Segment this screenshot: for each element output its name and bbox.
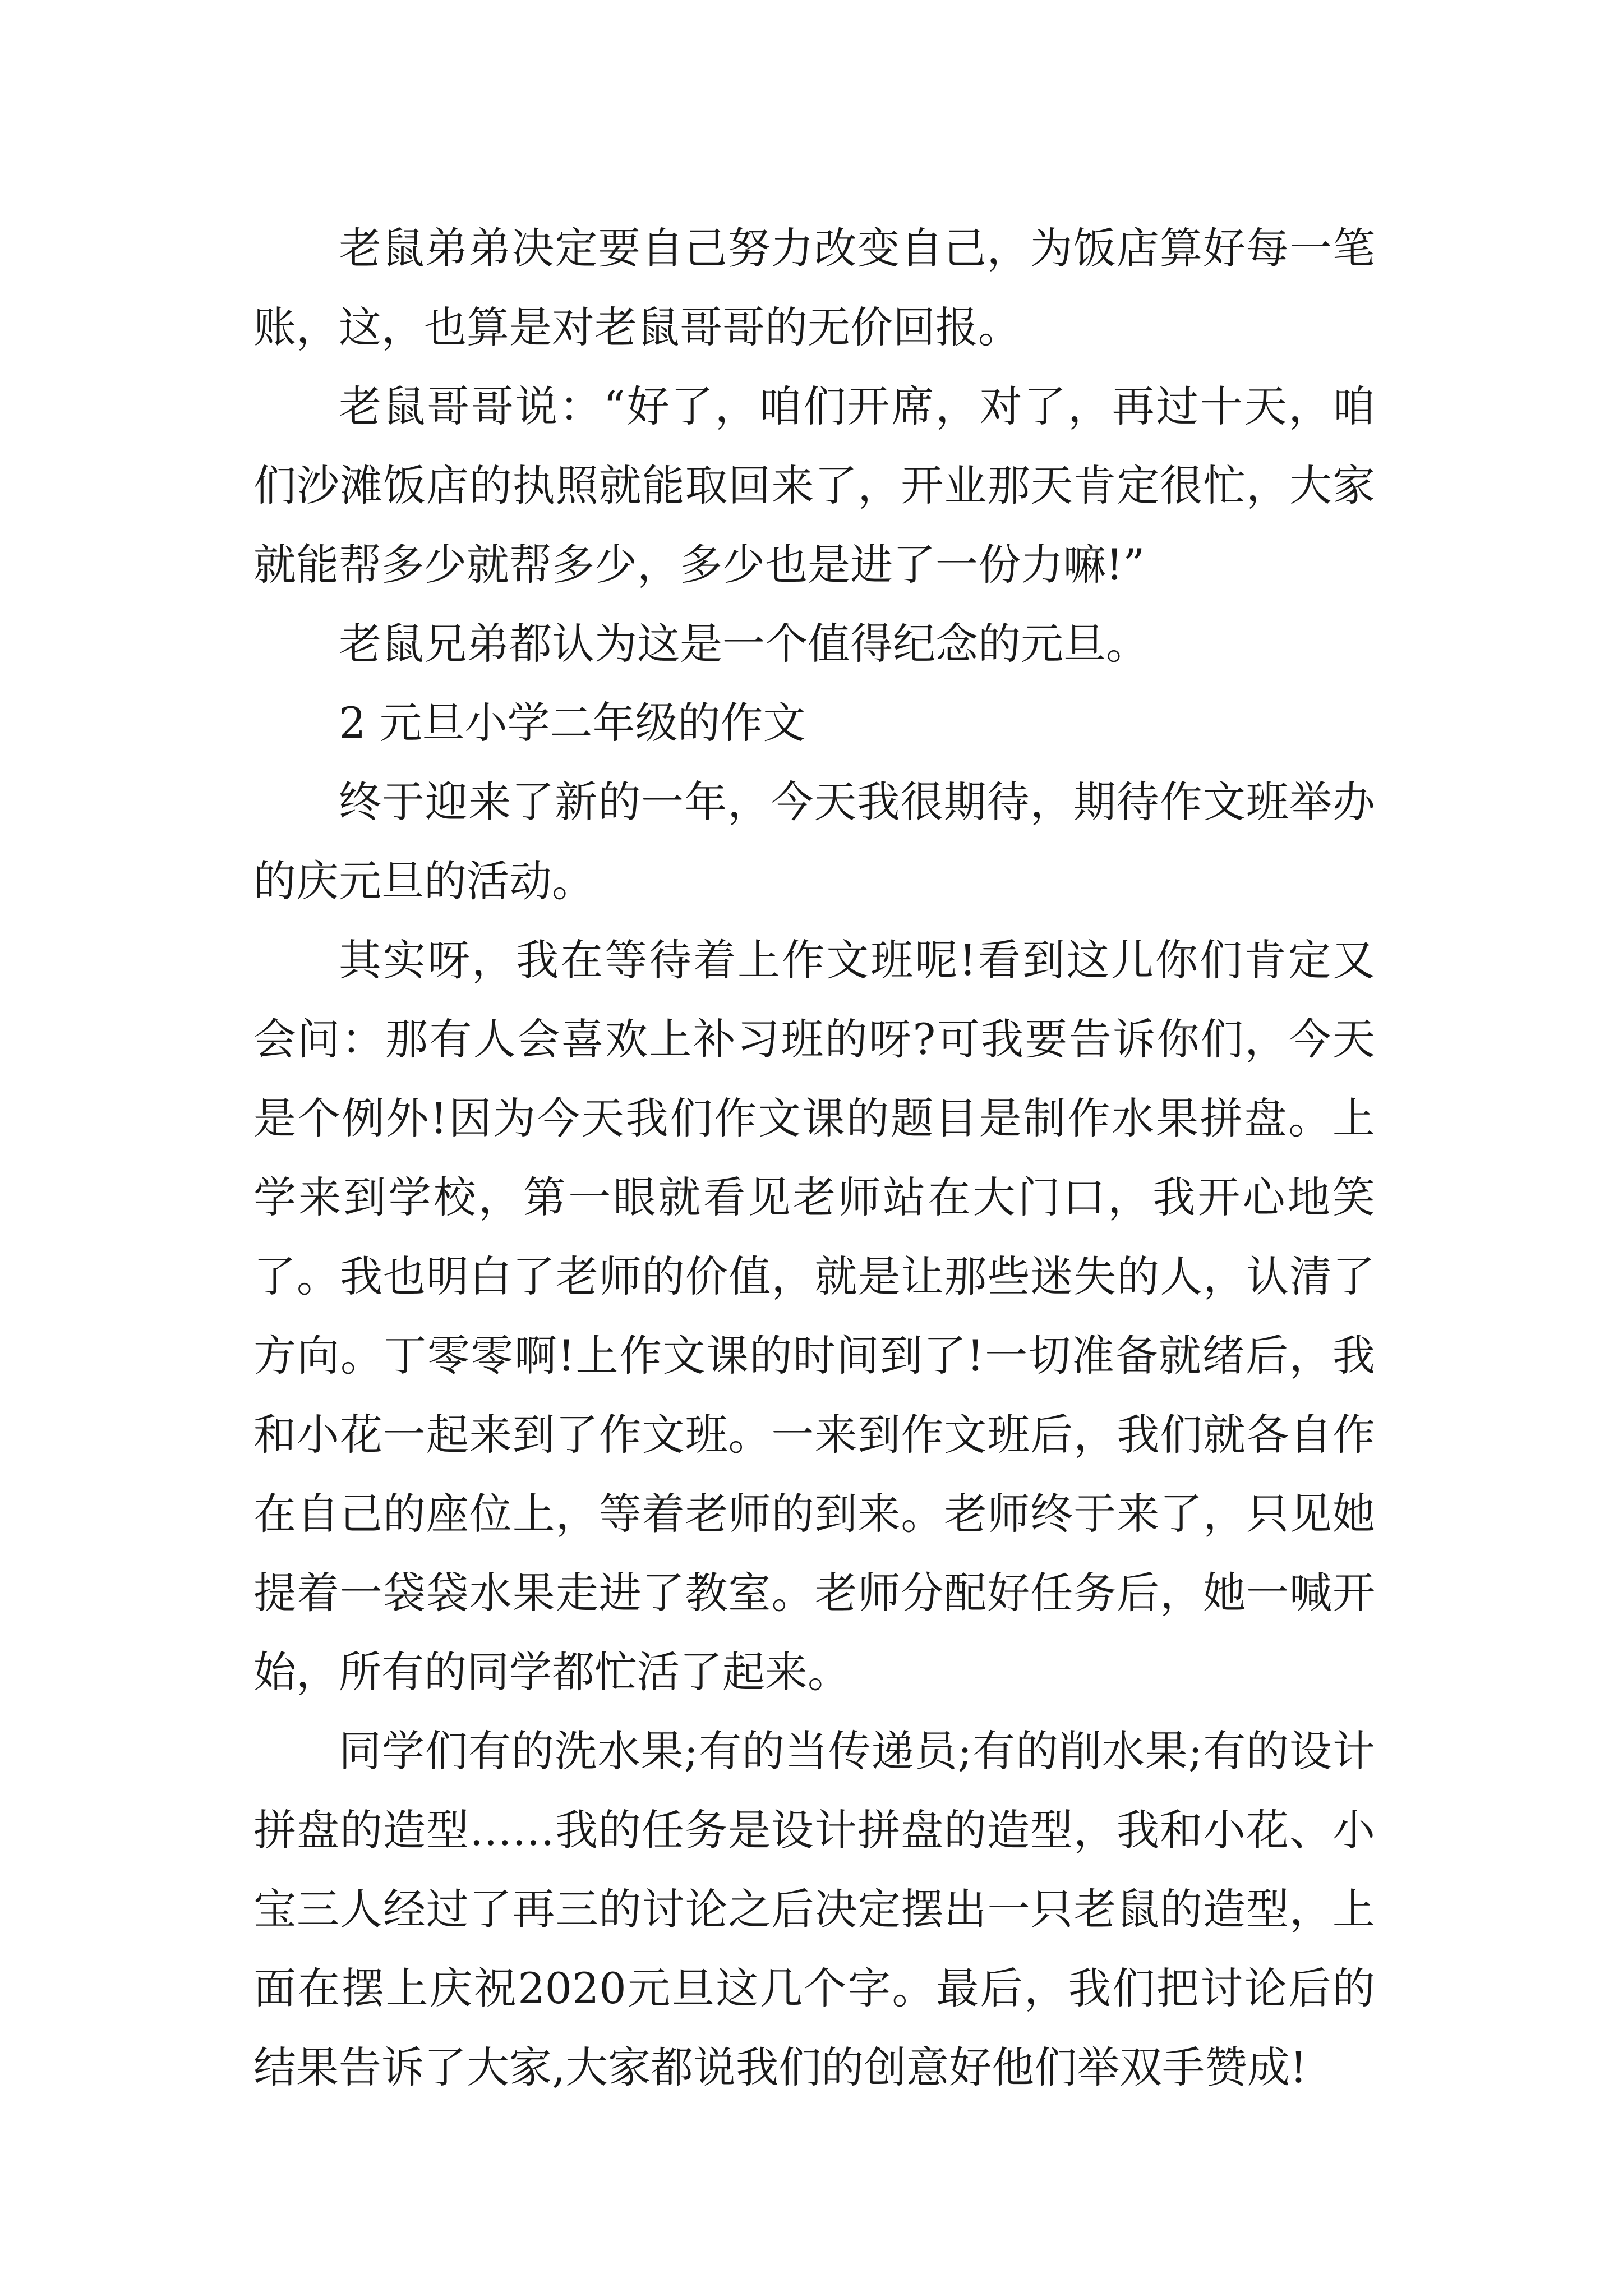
document-body bbox=[253, 209, 1375, 2107]
paragraph: 其实呀，我在等待着上作文班呢!看到这儿你们肯定又会问：那有人会喜欢上补习班的呀?可我要告诉你们，今天是个例外!因为今天我们作文课的题目是制作水果拼盘。上学来到学校，第一眼就看见老师站在大门口，我开心地笑了。我也明白了老师的价值，就是让那些迷失的人，认清了方向。丁零零啊!上作文课的时间到了!一切准备就绪后，我和小花一起来到了作文班。一来到作文班后，我们就各自作在自己的座位上，等着老师的到来。老师终于来了，只见她提着一袋袋水果走进了教室。老师分配好任务后，她一喊开始，所有的同学都忙活了起来。 bbox=[253, 935, 1375, 1697]
paragraph: 老鼠兄弟都认为这是一个值得纪念的元旦。 bbox=[339, 619, 1149, 669]
paragraph: 终于迎来了新的一年，今天我很期待，期待作文班举办的庆元旦的活动。 bbox=[253, 777, 1375, 906]
paragraph: 老鼠弟弟决定要自己努力改变自己，为饭店算好每一笔账，这，也算是对老鼠哥哥的无价回报。 bbox=[253, 223, 1375, 352]
paragraph: 同学们有的洗水果;有的当传递员;有的削水果;有的设计拼盘的造型……我的任务是设计拼盘的造型，我和小花、小宝三人经过了再三的讨论之后决定摆出一只老鼠的造型，上面在摆上庆祝2020元旦这几个字。最后，我们把讨论后的结果告诉了大家,大家都说我们的创意好他们举双手赞成! bbox=[253, 1726, 1375, 2092]
section-heading: 2 元旦小学二年级的作文 bbox=[339, 698, 806, 748]
paragraph: 老鼠哥哥说：“好了，咱们开席，对了，再过十天，咱们沙滩饭店的执照就能取回来了，开业那天肯定很忙，大家就能帮多少就帮多少，多少也是进了一份力嘛!” bbox=[253, 381, 1375, 590]
